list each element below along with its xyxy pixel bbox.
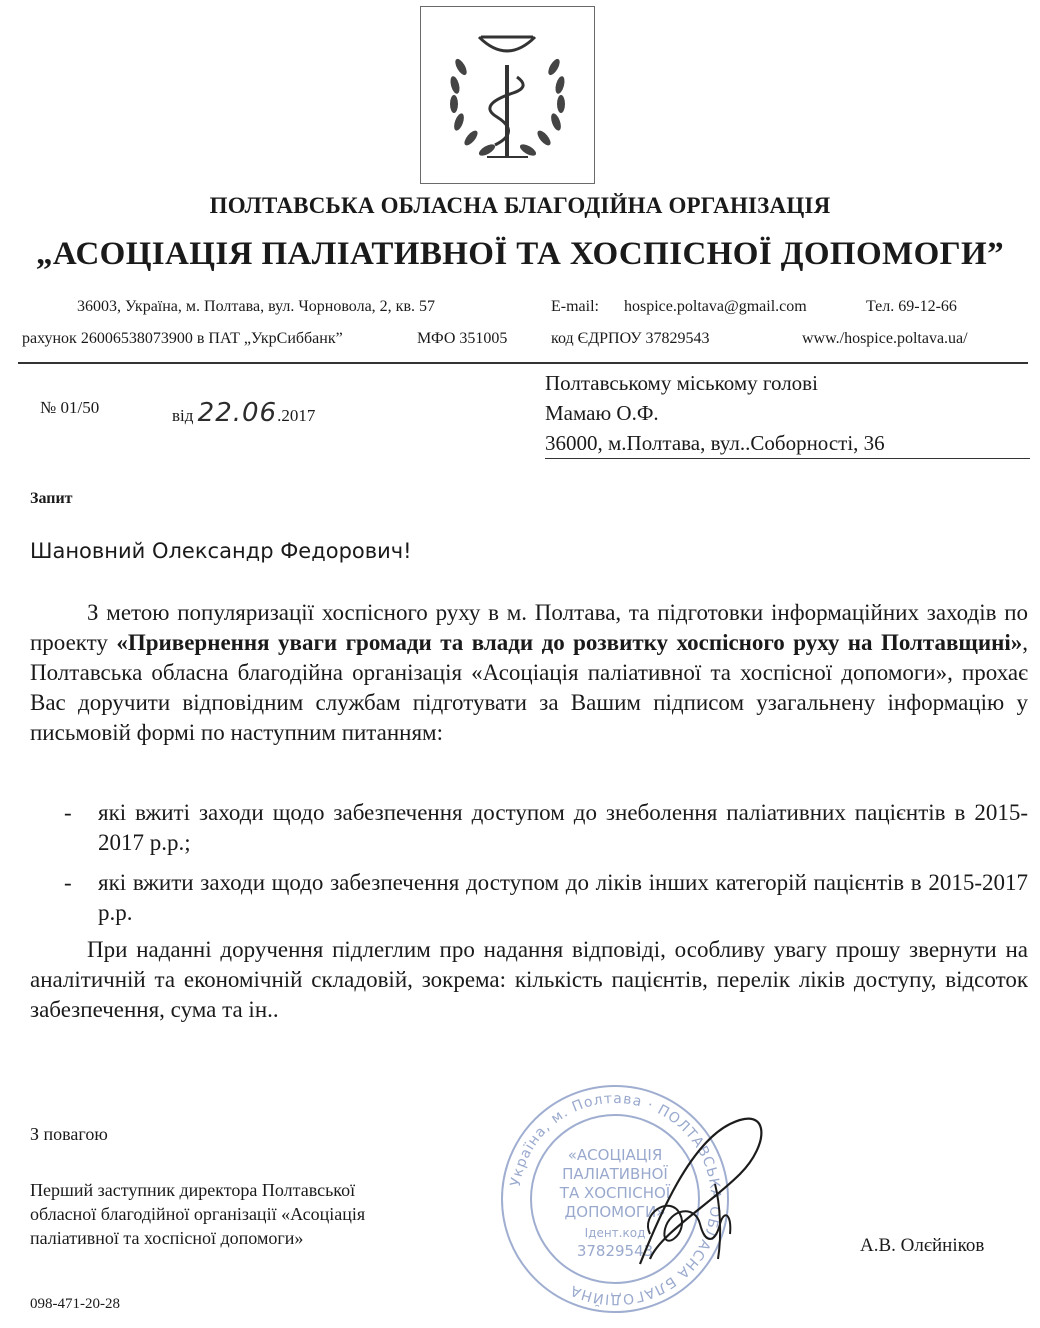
list-item-text: які вжиті заходи щодо забезпечення доступом до знеболення паліативних пацієнтів в 2015-2017 р.р.;	[98, 800, 1028, 855]
svg-text:ДОПОМОГИ»: ДОПОМОГИ»	[564, 1203, 666, 1221]
svg-text:«АСОЦІАЦІЯ: «АСОЦІАЦІЯ	[567, 1146, 663, 1164]
org-address: 36003, Україна, м. Полтава, вул. Чорновола, 2, кв. 57	[77, 298, 435, 315]
organization-logo	[420, 6, 595, 184]
email-label: E-mail:	[551, 298, 599, 315]
header-divider	[18, 362, 1028, 364]
recipient-name: Мамаю О.Ф.	[545, 401, 659, 425]
signer-name: А.В. Олєйніков	[860, 1235, 985, 1256]
bank-account: рахунок 26006538073900 в ПАТ „УкрСиббанк”	[22, 330, 343, 347]
recipient-underline	[545, 458, 1030, 459]
svg-text:Україна, м. Полтава · ПОЛТАВСЬ: Україна, м. Полтава · ПОЛТАВСЬКА ОБЛАСНА БЛАГОДІЙНА	[507, 1090, 724, 1308]
recipient-block	[545, 368, 885, 458]
date-handwritten: 22.06	[197, 398, 278, 428]
bowl-of-hygieia-icon	[421, 7, 594, 183]
date-prefix: від	[172, 406, 194, 425]
body-paragraph-1	[30, 598, 1028, 748]
position-line-2: обласної благодійної організації «Асоціація	[30, 1204, 366, 1224]
paragraph-2-text: При наданні доручення підлеглим про надання відповіді, особливу увагу прошу звернути на аналітичній та економічній складовій, зокрема: кількість пацієнтів, перелік ліків доступу, відсоток забезпечення, сума та ін..	[30, 937, 1028, 1022]
svg-text:Ідент.код: Ідент.код	[584, 1226, 646, 1240]
position-line-1: Перший заступник директора Полтавської	[30, 1180, 356, 1200]
list-item	[30, 798, 1028, 858]
list-item-text: які вжити заходи щодо забезпечення доступом до ліків інших категорій пацієнтів в 2015-2017 р.р.	[98, 870, 1028, 925]
org-name-line2: „АСОЦІАЦІЯ ПАЛІАТИВНОЇ ТА ХОСПІСНОЇ ДОПОМОГИ”	[35, 236, 1005, 272]
bullet-dash: -	[64, 800, 72, 825]
org-name-line1: ПОЛТАВСЬКА ОБЛАСНА БЛАГОДІЙНА ОРГАНІЗАЦІЯ	[209, 193, 831, 218]
contact-phone: 098-471-20-28	[30, 1296, 120, 1312]
bullet-dash: -	[64, 870, 72, 895]
svg-text:37829543: 37829543	[576, 1242, 654, 1260]
svg-text:ПАЛІАТИВНОЇ: ПАЛІАТИВНОЇ	[562, 1165, 668, 1183]
position-line-3: паліативної та хоспісної допомоги»	[30, 1228, 304, 1248]
body-paragraph-2	[30, 935, 1028, 1025]
recipient-address: 36000, м.Полтава, вул..Соборності, 36	[545, 431, 885, 455]
letter-subject: Запит	[30, 490, 73, 507]
bank-mfo: МФО 351005	[417, 330, 508, 347]
org-email: hospice.poltava@gmail.com	[624, 298, 807, 315]
project-title: «Привернення уваги громади та влади до розвитку хоспісного руху на Полтавщині»	[116, 630, 1023, 655]
closing-phrase: З повагою	[30, 1124, 108, 1144]
org-website: www./hospice.poltava.ua/	[802, 330, 968, 347]
paragraph-1-end: , Полтавська обласна благодійна організація «Асоціація паліативної та хоспісної допомоги», прохає Вас доручити відповідним службам підготувати за Вашим підписом узагальнену інформацію у письмовій формі по наступним питанням:	[30, 630, 1028, 745]
outgoing-number: № 01/50	[40, 398, 100, 417]
signature-icon	[620, 1084, 780, 1274]
paragraph-1-start: З метою популяризації хоспісного руху в м. Полтава, та підготовки інформаційних заходів по проекту	[30, 600, 1028, 655]
svg-text:ТА ХОСПІСНОЇ: ТА ХОСПІСНОЇ	[559, 1184, 671, 1202]
date-year: .2017	[277, 406, 316, 425]
list-item	[30, 868, 1028, 928]
outgoing-date	[172, 398, 315, 428]
recipient-title: Полтавському міському голові	[545, 371, 818, 395]
handwritten-signature	[620, 1084, 780, 1274]
org-phone: Тел. 69-12-66	[866, 298, 957, 315]
edrpou-code: код ЄДРПОУ 37829543	[551, 330, 710, 347]
letter-greeting: Шановний Олександр Федорович!	[30, 539, 412, 563]
signer-position	[30, 1178, 500, 1250]
